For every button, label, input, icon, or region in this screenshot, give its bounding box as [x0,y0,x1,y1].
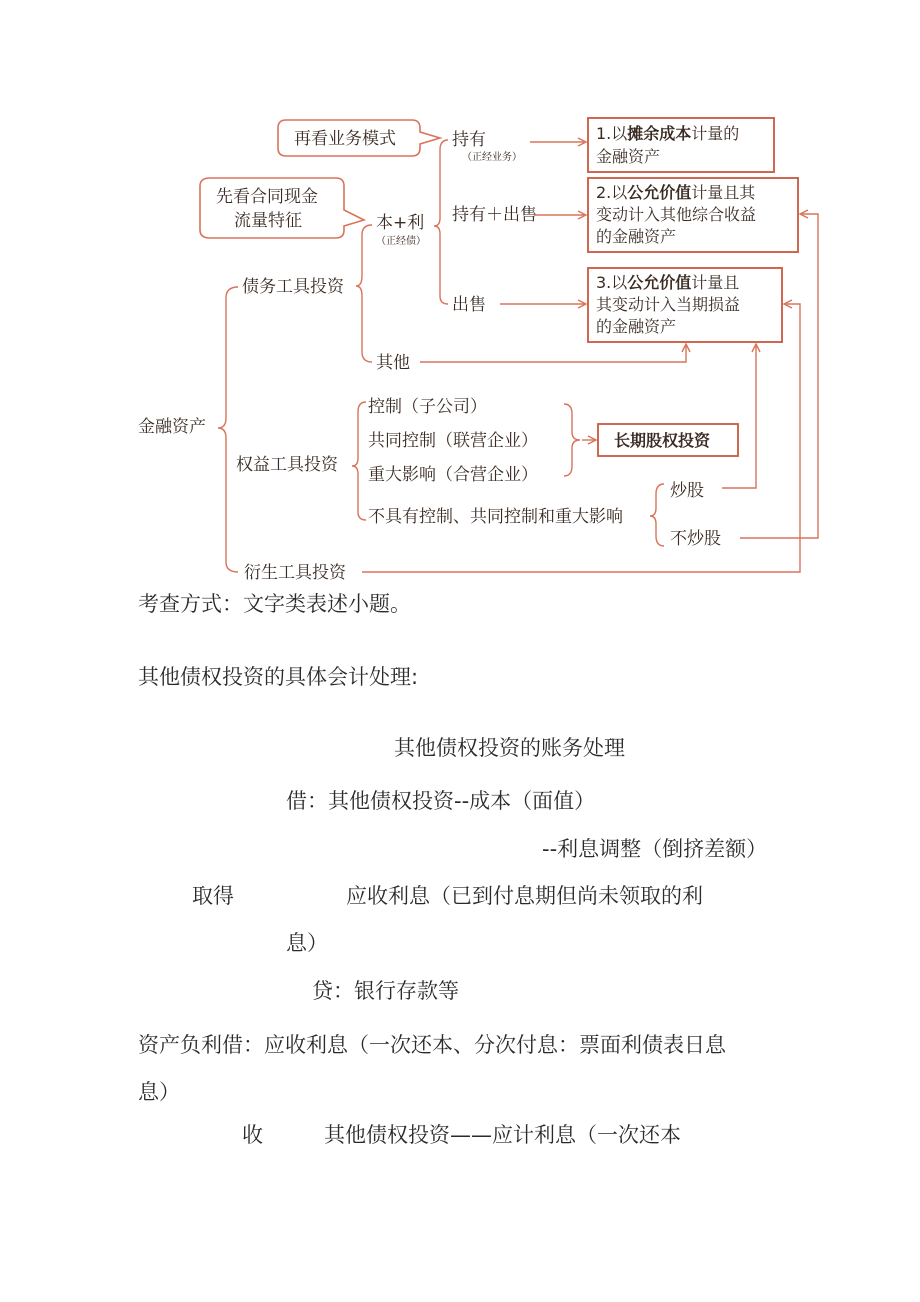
arrow-trade [722,346,756,488]
principal-interest-note: （正经债） [376,236,426,247]
business-model-bracket [434,140,448,304]
receivable-line-a: 应收利息（已到付息期但尚未领取的利 [346,884,703,908]
interest-adjustment: --利息调整（倒挤差额） [542,837,768,861]
model-hold: 持有 [452,130,486,150]
equity-joint-control: 共同控制（联营企业） [368,431,538,451]
root-bracket [218,287,238,572]
equity-bracket [352,402,366,520]
acquire-label: 取得 [192,884,234,908]
model-hold-sell: 持有＋出售 [452,205,537,225]
equity-significant: 重大影响（合营企业） [368,465,538,485]
negative-asset-line-a: 资产负利借：应收利息（一次还本、分次付息：票面利债表日息 [138,1033,726,1057]
derivative-instrument: 衍生工具投资 [244,563,346,583]
box2-line3: 的金融资产 [596,227,677,246]
credit-line: 贷：银行存款等 [312,979,459,1003]
callout-cashflow-line1: 先看合同现金 [216,187,318,207]
box-long-term-equity-text: 长期股权投资 [614,431,711,450]
arrow-no-trade [740,214,818,538]
exam-method: 考查方式：文字类表述小题。 [138,592,411,616]
debt-instrument: 债务工具投资 [242,277,344,297]
receive-label: 收 [242,1123,263,1147]
equity-no-trade: 不炒股 [670,529,721,549]
negative-asset-line-b: 息） [138,1080,180,1104]
debt-other: 其他 [376,353,410,373]
long-term-bracket [564,404,580,476]
debt-bracket [356,225,372,362]
arrow-other [420,346,686,362]
box3-line2: 其变动计入当期损益 [596,295,741,314]
equity-instrument: 权益工具投资 [236,455,338,475]
receivable-line-b: 息） [286,931,328,955]
callout-business-model-text: 再看业务模式 [294,129,396,149]
box2-line1: 2.以公允价值计量且其 [596,183,756,202]
debit-line: 借：其他债权投资--成本（面值） [286,789,596,813]
equity-trade: 炒股 [670,481,704,501]
box3-line3: 的金融资产 [596,317,677,336]
box2-line2: 变动计入其他综合收益 [596,205,757,224]
callout-cashflow-line2: 流量特征 [234,211,302,231]
accrued-interest-line: 其他债权投资——应计利息（一次还本 [324,1123,681,1147]
trade-bracket [650,484,664,546]
financial-assets-classification-diagram [0,0,920,590]
intro: 其他债权投资的具体会计处理: [138,665,419,689]
table-title: 其他债权投资的账务处理 [394,736,625,760]
equity-none: 不具有控制、共同控制和重大影响 [368,507,623,527]
model-hold-note: （正经业务） [462,152,522,163]
box1-line1: 1.以摊余成本计量的 [596,124,740,143]
model-sell: 出售 [452,295,486,315]
root-financial-assets: 金融资产 [138,417,206,437]
box3-line1: 3.以公允价值计量且 [596,273,740,292]
principal-interest: 本+利 [376,213,425,233]
box1-line2: 金融资产 [596,147,661,166]
equity-control: 控制（子公司） [368,397,487,417]
